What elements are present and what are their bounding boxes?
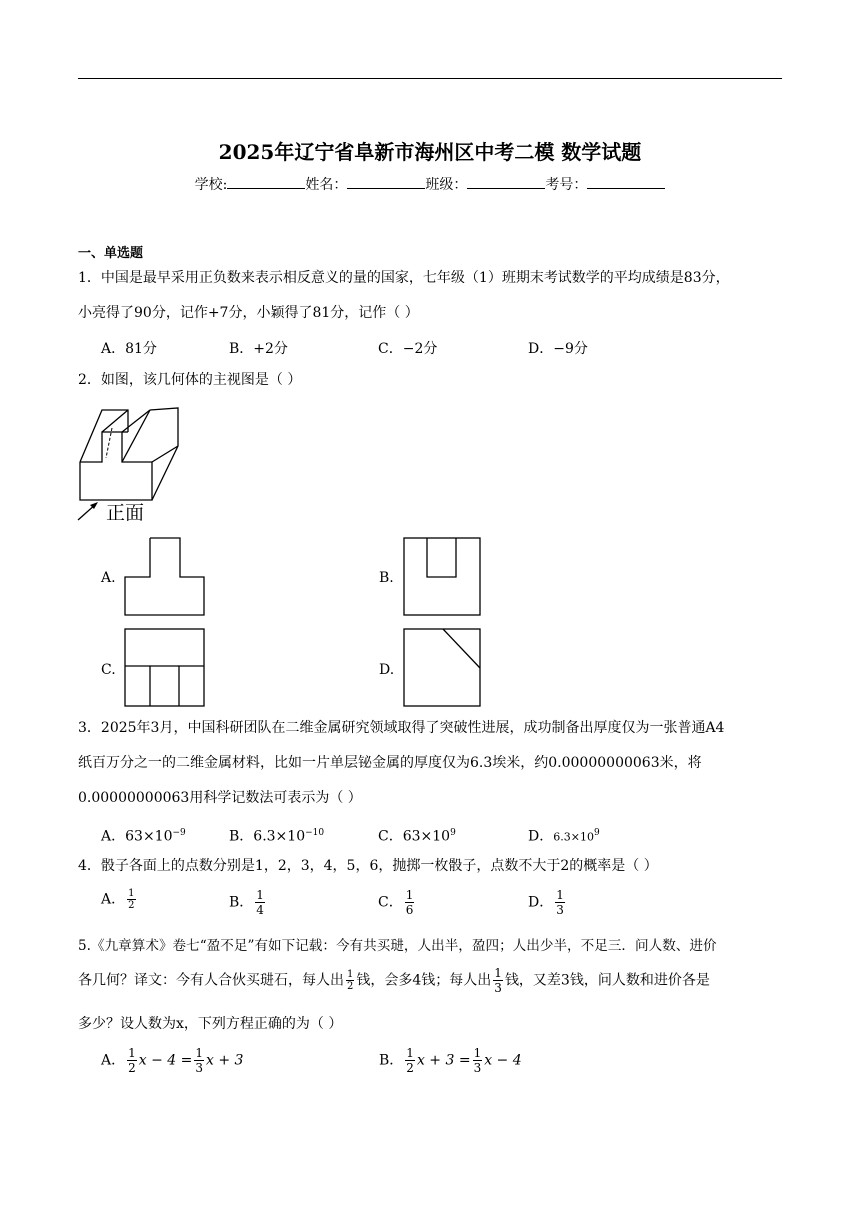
q1-line1: 1．中国是最早采用正负数来表示相反意义的量的国家，七年级（1）班期末考试数学的平均成绩是83分， [78, 270, 730, 286]
q2-option-c-figure[interactable] [124, 628, 206, 708]
q3-line3: 0.00000000063用科学记数法可表示为（ ） [78, 790, 362, 806]
q5-line1: 5.《九章算术》卷七“盈不足”有如下记载：今有共买琎，人出半，盈四；人出少半，不足三．问人数、进价 [78, 938, 717, 954]
q4-option-c[interactable]: C． $\frac{1}{6}$ [378, 888, 414, 917]
q5-option-b[interactable]: B． $\frac{1}{2}$ x + 3 = $\frac{1}{3}$ x − 4 [379, 1046, 522, 1075]
q1-option-a[interactable]: A．81分 [101, 341, 157, 357]
class-blank[interactable] [467, 174, 545, 189]
q5-option-a[interactable]: A． $\frac{1}{2}$ x − 4 = $\frac{1}{3}$ x + 3 [101, 1046, 244, 1075]
exam-no-label: 考号： [545, 177, 588, 193]
exam-no-blank[interactable] [587, 174, 665, 189]
q3-line2: 纸百万分之一的二维金属材料，比如一片单层铋金属的厚度仅为6.3埃米，约0.00000000063米，将 [78, 755, 702, 771]
header-rule [78, 78, 782, 79]
section-title: 一、单选题 [78, 246, 144, 261]
q1-option-d[interactable]: D．−9分 [528, 341, 588, 357]
q2-option-d-figure[interactable] [403, 628, 482, 708]
front-label: 正面 [106, 502, 145, 524]
q3-line1: 3．2025年3月，中国科研团队在二维金属研究领域取得了突破性进展，成功制备出厚度仅为一张普通A4 [78, 720, 725, 736]
q4-option-d[interactable]: D． $\frac{1}{3}$ [528, 888, 564, 917]
school-blank[interactable] [227, 174, 305, 189]
q5-line3: 多少？设人数为x，下列方程正确的为（ ） [78, 1016, 343, 1032]
name-label: 姓名： [305, 177, 348, 193]
school-label: 学校: [194, 177, 228, 193]
q2-stem: 2．如图，该几何体的主视图是（ ） [78, 372, 302, 388]
q1-option-b[interactable]: B．+2分 [229, 341, 288, 357]
q4-option-b[interactable]: B． $\frac{1}{4}$ [229, 888, 264, 917]
q1-line2: 小亮得了90分，记作+7分，小颖得了81分，记作（ ） [78, 305, 419, 321]
q3-option-b[interactable]: B．$6.3\times 10^{-10}$ [229, 828, 325, 845]
class-label: 班级： [425, 177, 468, 193]
q2-option-a-label[interactable]: A. [101, 570, 116, 586]
q4-option-a[interactable]: A． $\frac{1}{2}$ [101, 888, 135, 911]
q2-option-c-label[interactable]: C. [101, 662, 116, 678]
q2-option-d-label[interactable]: D. [379, 662, 395, 678]
page-title: 2025年辽宁省阜新市海州区中考二模 数学试题 [218, 140, 642, 164]
q3-option-a[interactable]: A．$63\times 10^{-9}$ [101, 828, 186, 845]
q5-line2: 各几何？译文：今有人合伙买琎石，每人出 $\frac{1}{2}$ 钱，会多4钱；每人出 $\frac{1}{3}$ 钱，又差3钱，问人数和进价各是 [78, 966, 710, 995]
q3-option-d[interactable]: D．$6.3\times 10^9$ [528, 828, 600, 845]
q1-option-c[interactable]: C．−2分 [378, 341, 438, 357]
student-info-line [0, 174, 860, 194]
q3-option-c[interactable]: C．$63\times 10^9$ [378, 828, 456, 845]
name-blank[interactable] [347, 174, 425, 189]
q2-option-a-figure[interactable] [124, 537, 206, 617]
q4-stem: 4．骰子各面上的点数分别是1，2，3，4，5，6，抛掷一枚骰子，点数不大于2的概率是（ ） [78, 858, 658, 874]
q2-option-b-label[interactable]: B. [379, 570, 394, 586]
q2-option-b-figure[interactable] [403, 537, 482, 617]
